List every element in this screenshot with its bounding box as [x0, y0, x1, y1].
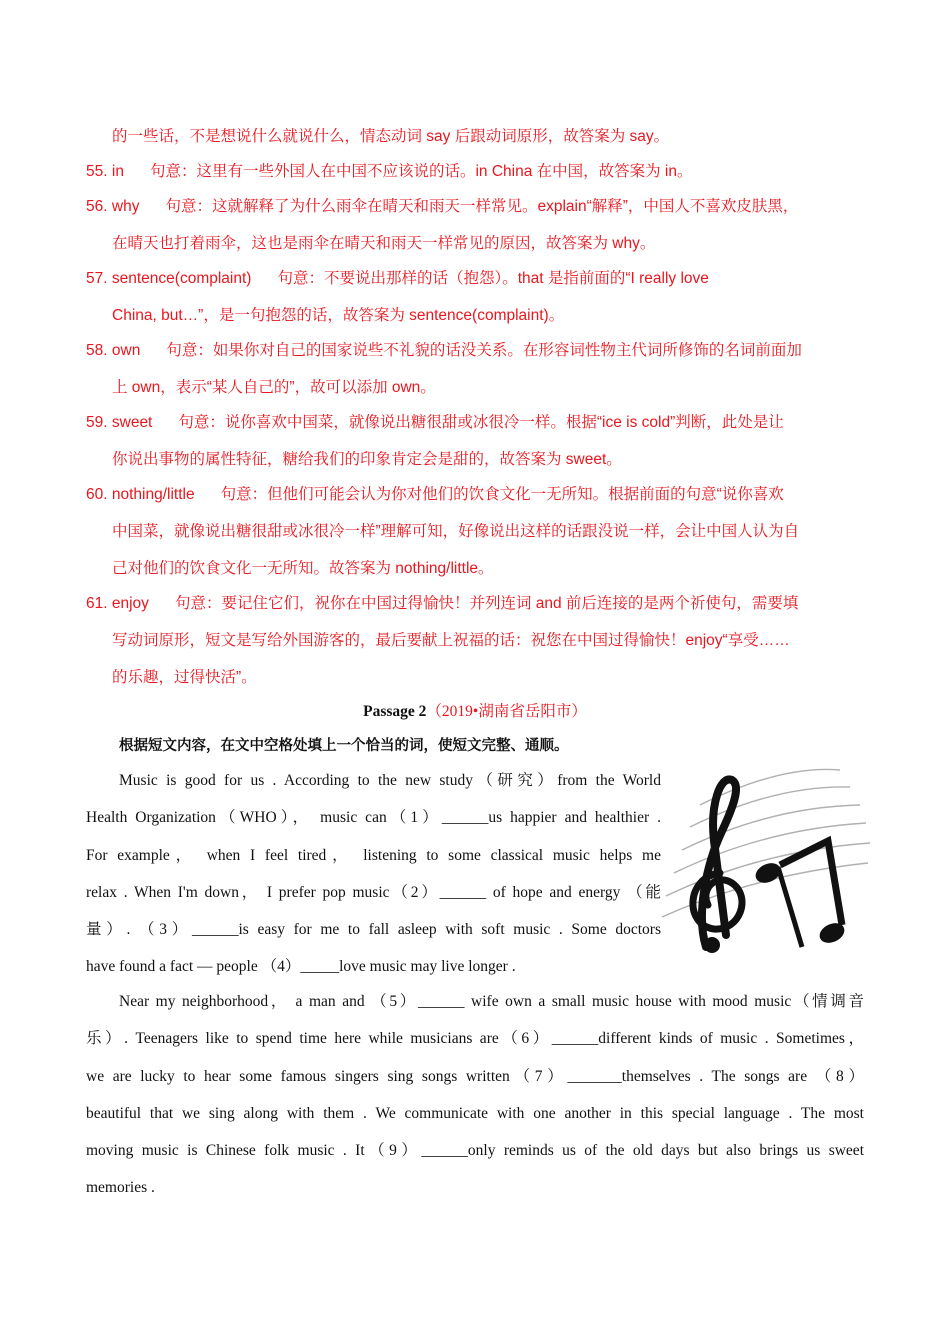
- answer-continuation: [86, 118, 862, 155]
- answer-explanation: 的乐趣，过得快活”。: [112, 669, 257, 686]
- answer-key: 56. why: [86, 198, 140, 215]
- answer-explanation: China, but…”，是一句抱怨的话，故答案为 sentence(complaint)。: [112, 307, 565, 324]
- text-line: relax . When I'm down， I prefer pop music（2）______ of hope and energy （能: [86, 883, 661, 901]
- passage-instruction: 根据短文内容，在文中空格处填上一个恰当的词，使短文完整、通顺。: [119, 738, 569, 754]
- text-line: moving music is Chinese folk music . It（9）______only reminds us of the old days but also brings us sweet: [86, 1142, 864, 1160]
- answer-key: 60. nothing/little: [86, 486, 195, 503]
- answer-explanation: 句意：不要说出那样的话（抱怨）。that 是指前面的“I really love: [277, 270, 709, 287]
- answer-key: 57. sentence(complaint): [86, 270, 252, 287]
- answer-key: 61. enjoy: [86, 595, 149, 612]
- text-line: 乐）. Teenagers like to spend time here while musicians are（6）______different kinds of music . Sometimes，: [86, 1030, 864, 1048]
- answer-key: 55. in: [86, 163, 124, 180]
- text-line: Health Organization（WHO）， music can（1）______us happier and healthier .: [86, 809, 661, 827]
- text-line: Near my neighborhood， a man and （5）______ wife own a small music house with mood music（情调音: [119, 993, 864, 1010]
- answer-key: 59. sweet: [86, 414, 153, 431]
- music-notes-icon: [660, 765, 872, 957]
- text-line: we are lucky to hear some famous singers sing songs written（7）_______themselves . The songs are （8）: [86, 1067, 864, 1085]
- answer-60: [86, 476, 862, 587]
- passage-title: Passage 2（2019•湖南省岳阳市）: [363, 703, 587, 720]
- answer-55: [86, 153, 862, 190]
- text-line: For example， when I feel tired， listening to some classical music helps me: [86, 846, 661, 864]
- answer-explanation: 写动词原形，短文是写给外国游客的，最后要献上祝福的话：祝您在中国过得愉快！enjoy“享受……: [112, 632, 790, 649]
- passage-paragraph-1: [86, 762, 661, 986]
- passage-source: （2019•湖南省岳阳市）: [426, 703, 587, 720]
- text-line: beautiful that we sing along with them . We communicate with one another in this special language . The most: [86, 1104, 864, 1122]
- answer-line: 的一些话，不是想说什么就说什么，情态动词 say 后跟动词原形，故答案为 say。: [112, 128, 670, 145]
- passage-paragraph-2: [86, 983, 864, 1207]
- text-line: have found a fact — people （4）_____love music may live longer .: [86, 958, 516, 976]
- answer-59: [86, 404, 862, 478]
- text-line: Music is good for us . According to the new study（研究）from the World: [119, 772, 661, 789]
- answer-57: [86, 260, 862, 334]
- text-line: memories .: [86, 1179, 155, 1197]
- answer-explanation: 句意：这就解释了为什么雨伞在晴天和雨天一样常见。explain“解释”，中国人不喜欢皮肤黑，: [165, 198, 799, 215]
- answer-explanation: 在晴天也打着雨伞，这也是雨伞在晴天和雨天一样常见的原因，故答案为 why。: [112, 235, 656, 252]
- text-line: 量）. （3）______is easy for me to fall asleep with soft music . Some doctors: [86, 921, 661, 939]
- answer-61: [86, 585, 862, 696]
- answer-explanation: 己对他们的饮食文化一无所知。故答案为 nothing/little。: [112, 560, 494, 577]
- answer-explanation: 句意：说你喜欢中国菜，就像说出糖很甜或冰很冷一样。根据“ice is cold”判断，此处是让: [178, 414, 784, 431]
- answer-explanation: 句意：要记住它们，祝你在中国过得愉快！并列连词 and 前后连接的是两个祈使句，需要填: [174, 595, 799, 612]
- answer-explanation: 上 own，表示“某人自己的”，故可以添加 own。: [112, 379, 436, 396]
- answer-56: [86, 188, 862, 262]
- answer-explanation: 句意：但他们可能会认为你对他们的饮食文化一无所知。根据前面的句意“说你喜欢: [220, 486, 784, 503]
- answer-key: 58. own: [86, 342, 141, 359]
- answer-58: [86, 332, 862, 406]
- answer-explanation: 句意：如果你对自己的国家说些不礼貌的话没关系。在形容词性物主代词所修饰的名词前面加: [166, 342, 802, 359]
- answer-explanation: 句意：这里有一些外国人在中国不应该说的话。in China 在中国，故答案为 in。: [149, 163, 693, 180]
- answer-explanation: 你说出事物的属性特征，糖给我们的印象肯定会是甜的，故答案为 sweet。: [112, 451, 622, 468]
- answer-explanation: 中国菜，就像说出糖很甜或冰很冷一样”理解可知，好像说出这样的话跟没说一样，会让中国人认为自: [112, 523, 800, 540]
